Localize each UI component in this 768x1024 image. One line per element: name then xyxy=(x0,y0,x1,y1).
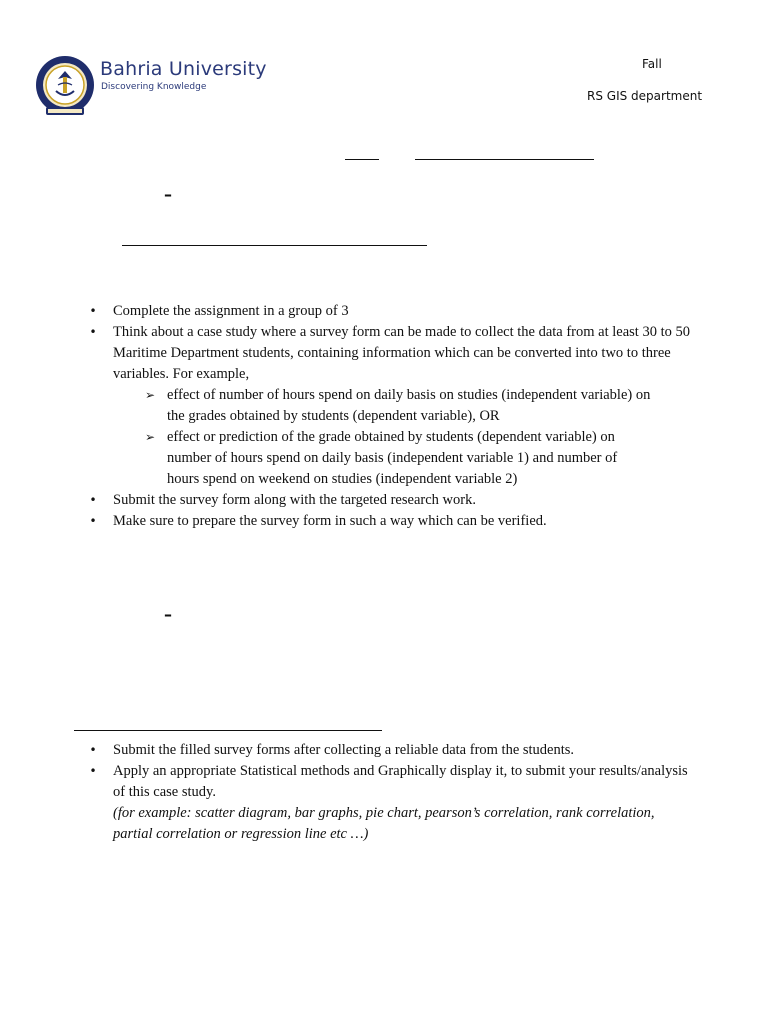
example-note: (for example: scatter diagram, bar graphs, pie chart, pearson’s correlation, rank correlation, partial correlation or regression line etc …) xyxy=(113,805,655,842)
blank-line xyxy=(74,730,382,731)
term-label: Fall xyxy=(642,57,662,71)
bullet-icon: • xyxy=(89,325,97,339)
list-item: • Make sure to prepare the survey form in such a way which can be verified. xyxy=(73,511,713,532)
bullet-icon: • xyxy=(89,304,97,318)
arrow-bullet-icon: ➢ xyxy=(145,388,156,402)
blank-line xyxy=(345,159,379,160)
university-tagline: Discovering Knowledge xyxy=(101,82,207,92)
dash-mark: – xyxy=(164,185,172,204)
bullet-icon: • xyxy=(89,514,97,528)
university-name: Bahria University xyxy=(100,58,267,80)
list-item: • Submit the filled survey forms after collecting a reliable data from the students. xyxy=(73,740,713,761)
bullet-icon: • xyxy=(89,764,97,778)
example-item: ➢ effect of number of hours spend on daily basis on studies (independent variable) on the grades obtained by students (dependent variable), OR xyxy=(145,387,651,424)
department-label: RS GIS department xyxy=(587,89,703,103)
example-item: ➢ effect or prediction of the grade obtained by students (dependent variable) on number of hours spend on daily basis (independent variable 1) and number of hours spend on weekend on studies (independent variable 2) xyxy=(145,429,618,487)
list-item: • Submit the survey form along with the targeted research work. xyxy=(73,490,713,511)
part2-instructions xyxy=(73,740,713,845)
bullet-icon: • xyxy=(89,743,97,757)
dash-mark: – xyxy=(164,605,172,624)
list-item: • Apply an appropriate Statistical methods and Graphically display it, to submit your results/analysis of this case study. (for example: scatter diagram, bar graphs, pie chart, pearson’s correlation, rank correlation, partial correlation or regression line etc …) xyxy=(73,761,713,845)
arrow-bullet-icon: ➢ xyxy=(145,430,156,444)
blank-line xyxy=(415,159,594,160)
bullet-icon: • xyxy=(89,493,97,507)
part1-instructions xyxy=(73,301,713,532)
list-item: • Think about a case study where a survey form can be made to collect the data from at least 30 to 50 Maritime Department students, containing information which can be converted into two to three variables. For example, xyxy=(73,322,713,385)
university-crest-icon xyxy=(34,55,96,117)
list-item: • Complete the assignment in a group of 3 xyxy=(73,301,713,322)
blank-line xyxy=(122,245,427,246)
